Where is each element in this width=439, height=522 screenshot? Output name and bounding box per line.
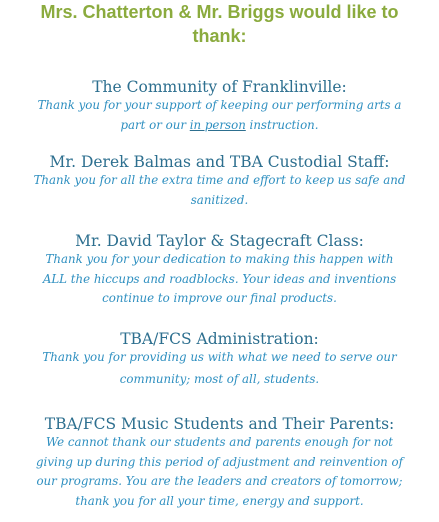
section-heading: Mr. David Taylor & Stagecraft Class:: [75, 232, 364, 250]
thanks-section-administration: [4, 329, 435, 389]
section-text-line: Thank you for your dedication to making this happen with: [45, 252, 394, 266]
section-text-line: [4, 96, 435, 116]
section-text-line: We cannot thank our students and parents enough for not: [45, 435, 394, 449]
thanks-section-community: [4, 77, 435, 135]
section-text: part or our: [120, 117, 190, 132]
thanks-section-stagecraft: [4, 231, 435, 309]
section-text-line: Thank you for all the extra time and effort to keep us safe and: [33, 173, 406, 187]
underlined-emphasis: in person: [189, 117, 246, 132]
page-title-line-1: Mrs. Chatterton & Mr. Briggs would like to: [40, 2, 399, 22]
section-text: Thank you for your support of keeping our performing arts a: [37, 98, 402, 112]
section-heading: Mr. Derek Balmas and TBA Custodial Staff:: [49, 153, 390, 171]
section-heading: The Community of Franklinville:: [92, 78, 347, 96]
section-text-line: sanitized.: [190, 192, 249, 207]
section-text-line: our programs. You are the leaders and creators of tomorrow;: [36, 474, 403, 488]
thanks-section-students-parents: [4, 414, 435, 511]
section-text: instruction.: [245, 117, 319, 132]
section-text-line: continue to improve our final products.: [102, 291, 337, 305]
section-text-line: Thank you for providing us with what we need to serve our: [42, 350, 397, 364]
section-text-line: [4, 116, 435, 136]
thanks-section-custodial-staff: [4, 152, 435, 210]
section-text-line: community; most of all, students.: [119, 371, 320, 386]
section-text-line: giving up during this period of adjustment and reinvention of: [36, 454, 403, 469]
page-title-line-2: thank:: [192, 26, 247, 46]
section-text-line: thank you for all your time, energy and support.: [75, 493, 364, 508]
section-text-line: ALL the hiccups and roadblocks. Your ideas and inventions: [42, 271, 397, 286]
section-heading: TBA/FCS Music Students and Their Parents:: [44, 415, 395, 433]
section-heading: TBA/FCS Administration:: [120, 330, 319, 348]
